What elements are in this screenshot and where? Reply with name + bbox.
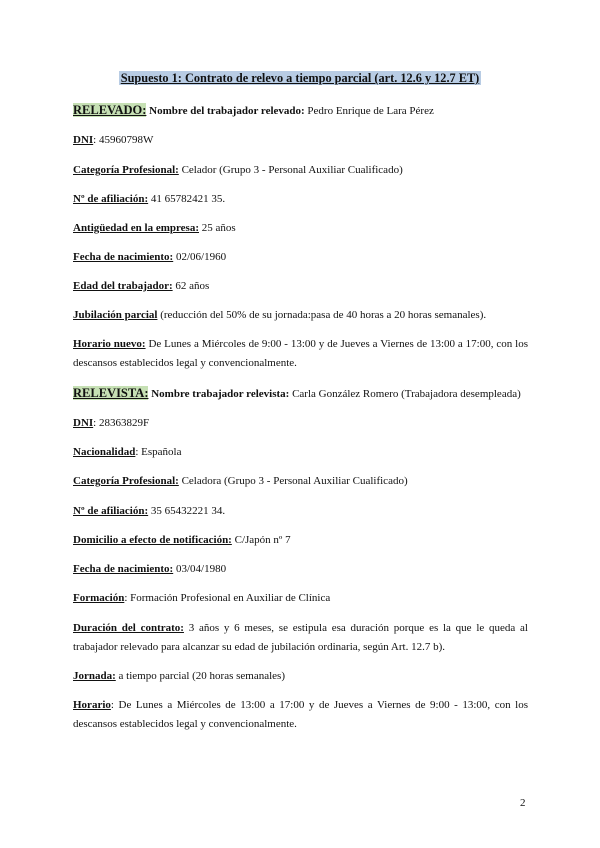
relevista-jornada-value: a tiempo parcial (20 horas semanales) (115, 670, 285, 682)
relevista-duracion-value: 3 años y 6 meses, se estipula esa duración porque es la que le queda al trabajador relevado para alcanzar su edad de jubilación ordinaria, según Art. 12.7 b). (73, 622, 528, 653)
relevado-edad-value: 62 años (172, 280, 210, 292)
relevista-nacimiento-value: 03/04/1980 (173, 563, 227, 575)
relevado-edad-label: Edad del trabajador: (73, 280, 173, 292)
relevista-nacimiento-label: Fecha de nacimiento: (73, 563, 174, 575)
relevado-name-value: Pedro Enrique de Lara Pérez (304, 105, 434, 117)
relevista-name-label: Nombre trabajador relevista: (148, 388, 290, 400)
relevista-jornada-line (73, 667, 528, 686)
relevista-categoria-line (73, 472, 528, 491)
relevado-name-label: Nombre del trabajador relevado: (146, 105, 305, 117)
relevado-name-line (73, 101, 528, 121)
relevado-dni-label: DNI (73, 134, 94, 146)
relevado-categoria-value: Celador (Grupo 3 - Personal Auxiliar Cualificado) (178, 164, 403, 176)
relevista-formacion-line (73, 589, 528, 608)
relevista-horario-paragraph (73, 696, 528, 734)
relevado-nacimiento-line (73, 248, 528, 267)
relevado-categoria-label: Categoría Profesional: (73, 164, 179, 176)
relevado-horario-paragraph (73, 335, 528, 373)
relevado-nacimiento-value: 02/06/1960 (173, 251, 227, 263)
relevista-nacimiento-line (73, 560, 528, 579)
relevista-name-value: Carla González Romero (Trabajadora desempleada) (289, 388, 521, 400)
relevista-nacionalidad-value: : Española (135, 446, 182, 458)
relevado-jubilacion-value: (reducción del 50% de su jornada:pasa de 40 horas a 20 horas semanales). (157, 309, 487, 321)
relevado-afiliacion-label: Nº de afiliación: (73, 193, 149, 205)
relevista-dni-value: : 28363829F (93, 417, 150, 429)
relevista-horario-value: : De Lunes a Miércoles de 13:00 a 17:00 y de Jueves a Viernes de 9:00 - 13:00, con los descansos establecidos legal y convencionalmente. (73, 699, 528, 730)
relevado-dni-line (73, 131, 528, 150)
relevista-afiliacion-line (73, 502, 528, 521)
relevado-edad-line (73, 277, 528, 296)
relevado-dni-value: : 45960798W (93, 134, 154, 146)
relevado-afiliacion-value: 41 65782421 35. (148, 193, 226, 205)
document-title: Supuesto 1: Contrato de relevo a tiempo parcial (art. 12.6 y 12.7 ET) (120, 71, 480, 85)
relevista-jornada-label: Jornada: (73, 670, 116, 682)
relevado-antiguedad-value: 25 años (199, 222, 236, 234)
relevista-formacion-value: : Formación Profesional en Auxiliar de Clínica (124, 592, 331, 604)
relevista-duracion-label: Duración del contrato: (73, 622, 184, 634)
relevado-categoria-line (73, 161, 528, 180)
relevista-domicilio-value: C/Japón nº 7 (231, 534, 291, 546)
relevista-categoria-value: Celadora (Grupo 3 - Personal Auxiliar Cualificado) (178, 475, 408, 487)
relevado-antiguedad-label: Antigüedad en la empresa: (73, 222, 199, 234)
relevista-duracion-paragraph (73, 619, 528, 657)
relevista-dni-line (73, 414, 528, 433)
relevista-dni-label: DNI (73, 417, 94, 429)
relevista-categoria-label: Categoría Profesional: (73, 475, 179, 487)
relevado-antiguedad-line (73, 219, 528, 238)
relevista-domicilio-label: Domicilio a efecto de notificación: (73, 534, 232, 546)
relevado-afiliacion-line (73, 190, 528, 209)
relevista-horario-label: Horario (73, 699, 111, 711)
relevista-name-line (73, 384, 528, 404)
relevado-section-label: RELEVADO: (73, 103, 147, 117)
relevista-section-label: RELEVISTA: (73, 386, 149, 400)
relevista-afiliacion-label: Nº de afiliación: (73, 505, 149, 517)
relevista-nacionalidad-label: Nacionalidad (73, 446, 136, 458)
relevista-domicilio-line (73, 531, 528, 550)
relevado-jubilacion-line (73, 306, 528, 325)
relevado-horario-label: Horario nuevo: (73, 338, 146, 350)
relevista-nacionalidad-line (73, 443, 528, 462)
page-number: 2 (520, 797, 526, 809)
relevista-afiliacion-value: 35 65432221 34. (148, 505, 226, 517)
relevado-jubilacion-label: Jubilación parcial (73, 309, 158, 321)
relevista-formacion-label: Formación (73, 592, 125, 604)
relevado-horario-value: De Lunes a Miércoles de 9:00 - 13:00 y de Jueves a Viernes de 13:00 a 17:00, con los descansos establecidos legal y convencionalmente. (73, 338, 528, 369)
relevado-nacimiento-label: Fecha de nacimiento: (73, 251, 174, 263)
